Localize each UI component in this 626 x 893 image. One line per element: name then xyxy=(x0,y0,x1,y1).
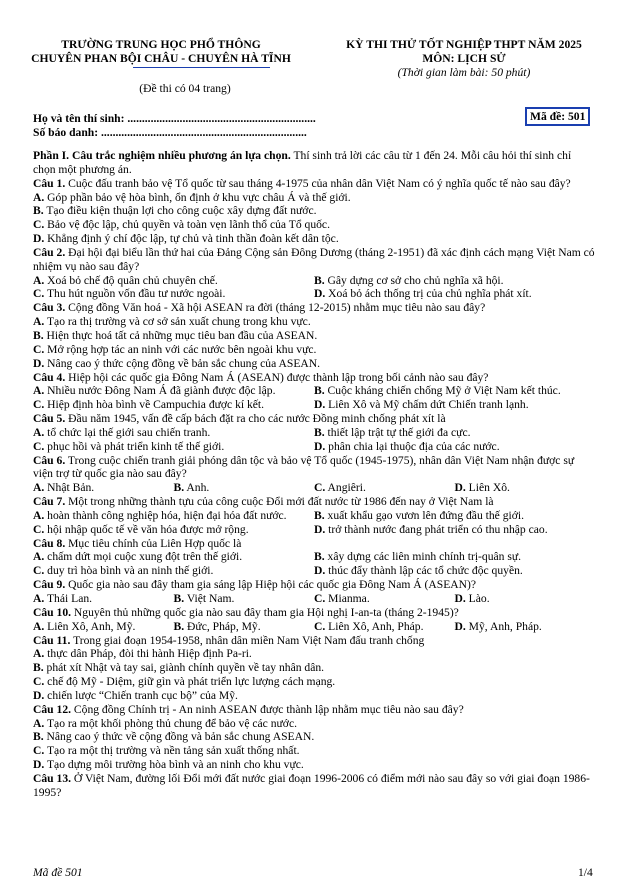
option-letter: A. xyxy=(33,315,45,329)
option-text: Nâng cao ý thức về cộng đồng và bản sắc chung ASEAN. xyxy=(43,730,315,744)
answer-option xyxy=(455,481,596,495)
question xyxy=(33,495,595,537)
option-text: Mở rộng hợp tác an ninh với các nước bên ngoài khu vực. xyxy=(44,342,317,356)
option-text: trở thành nước đang phát triển có thu nhập cao. xyxy=(325,522,548,536)
option-text: Thái Lan. xyxy=(44,592,93,605)
option-text: Hiện thực hoá tất cả những mục tiêu ban đầu của ASEAN. xyxy=(43,328,318,342)
option-letter: A. xyxy=(33,425,45,439)
option-text: Đức, Pháp, Mỹ. xyxy=(184,619,261,633)
option-row xyxy=(33,481,595,495)
option-letter: C. xyxy=(314,619,326,633)
footer-exam-code: Mã đề 501 xyxy=(33,866,83,879)
answer-option xyxy=(314,592,455,606)
option-text: Nhiều nước Đông Nam Á đã giành được độc lập. xyxy=(44,384,276,398)
question xyxy=(33,177,595,246)
question-stem xyxy=(33,772,595,800)
option-letter: B. xyxy=(33,204,44,218)
answer-option xyxy=(33,744,595,758)
question xyxy=(33,772,595,800)
answer-option xyxy=(174,592,315,606)
question-number: Câu 7. xyxy=(33,495,66,509)
option-letter: D. xyxy=(314,398,326,412)
answer-option xyxy=(33,274,314,288)
option-letter: B. xyxy=(33,730,44,744)
question-text: Ở Việt Nam, đường lối Đổi mới đất nước giai đoạn 1996-2006 có điểm mới nào sau đây so với giai đoạn 1986-1995? xyxy=(33,771,590,799)
option-text: duy trì hòa bình và an ninh thế giới. xyxy=(44,564,214,578)
question-text: Một trong những thành tựu của công cuộc Đổi mới đất nước từ 1986 đến nay ở Việt Nam là xyxy=(65,495,494,509)
exam-code-box: Mã đề: 501 xyxy=(525,107,590,126)
question-stem xyxy=(33,537,595,551)
option-text: Hiệp định hòa bình về Campuchia được kí kết. xyxy=(44,398,265,412)
option-text: Mianma. xyxy=(325,592,370,605)
option-letter: C. xyxy=(33,342,45,356)
school-line-1: TRƯỜNG TRUNG HỌC PHỔ THÔNG xyxy=(61,38,261,51)
option-letter: C. xyxy=(33,675,45,689)
option-letter: D. xyxy=(454,619,466,633)
option-text: Tạo ra thị trường và cơ sở sản xuất chung trong khu vực. xyxy=(44,315,311,329)
option-text: Gây dựng cơ sở cho chủ nghĩa xã hội. xyxy=(324,273,504,287)
header-divider xyxy=(133,67,270,68)
question xyxy=(33,537,595,579)
answer-option xyxy=(314,384,595,398)
option-letter: A. xyxy=(33,592,45,605)
option-text: Angiêri. xyxy=(325,481,366,495)
option-text: Tạo dựng môi trường hòa bình và an ninh cho khu vực. xyxy=(44,758,304,772)
option-letter: C. xyxy=(33,564,45,578)
question xyxy=(33,412,595,454)
candidate-name-field xyxy=(33,112,316,125)
duration: (Thời gian làm bài: 50 phút) xyxy=(397,66,531,79)
option-text: phân chia lại thuộc địa của các nước. xyxy=(325,439,500,453)
answer-option xyxy=(33,287,314,301)
question xyxy=(33,454,595,496)
question-number: Câu 13. xyxy=(33,771,72,785)
option-text: Bảo vệ độc lập, chủ quyền và toàn vẹn lãnh thổ của Tổ quốc. xyxy=(44,218,330,232)
question-text: Đại hội đại biểu lần thứ hai của Đảng Cộng sản Đông Dương (tháng 2-1951) đã xác định cách mạng Việt Nam có nhiệm vụ nào sau đây? xyxy=(33,245,595,273)
answer-option xyxy=(33,647,595,661)
question-text: Hiệp hội các quốc gia Đông Nam Á (ASEAN) được thành lập trong bối cảnh nào sau đây? xyxy=(65,370,489,384)
option-text: Lào. xyxy=(465,592,490,605)
option-letter: B. xyxy=(314,550,325,564)
option-text: phát xít Nhật và tay sai, giành chính quyền về tay nhân dân. xyxy=(43,661,325,675)
option-letter: D. xyxy=(314,564,326,578)
option-text: tổ chức lại thế giới sau chiến tranh. xyxy=(44,425,211,439)
option-text: chiến lược “Chiến tranh cục bộ” của Mỹ. xyxy=(44,688,238,702)
option-letter: A. xyxy=(33,716,45,730)
answer-option xyxy=(33,717,595,731)
option-text: Xoá bỏ ách thống trị của chủ nghĩa phát xít. xyxy=(325,287,532,301)
option-letter: A. xyxy=(33,619,45,633)
answer-option xyxy=(33,232,595,246)
exam-block xyxy=(318,38,610,80)
question-stem xyxy=(33,301,595,315)
option-text: thúc đẩy thành lập các tổ chức độc quyền. xyxy=(325,564,523,578)
question-number: Câu 9. xyxy=(33,578,66,592)
option-text: Tạo điều kiện thuận lợi cho công cuộc xây dựng đất nước. xyxy=(43,204,317,218)
answer-option xyxy=(33,384,314,398)
option-text: Liên Xô. xyxy=(465,481,510,495)
question xyxy=(33,246,595,301)
answer-option xyxy=(455,620,596,634)
answer-option xyxy=(33,204,595,218)
question-number: Câu 6. xyxy=(33,453,66,467)
option-text: phục hồi và phát triển kinh tế thế giới. xyxy=(44,439,225,453)
answer-option xyxy=(33,343,595,357)
question-text: Cộng đồng Chính trị - An ninh ASEAN được thành lập nhằm mục tiêu nào sau đây? xyxy=(71,702,464,716)
question-text: Quốc gia nào sau đây tham gia sáng lập Hiệp hội các quốc gia Đông Nam Á (ASEAN)? xyxy=(65,578,477,592)
option-text: Nhật Bản. xyxy=(44,481,95,495)
option-text: Việt Nam. xyxy=(184,592,235,605)
answer-option xyxy=(33,675,595,689)
option-letter: C. xyxy=(33,398,45,412)
question-number: Câu 12. xyxy=(33,702,72,716)
option-letter: B. xyxy=(33,328,44,342)
answer-option xyxy=(314,509,595,523)
option-text: Liên Xô và Mỹ chấm dứt Chiến tranh lạnh. xyxy=(325,398,529,412)
answer-option xyxy=(33,426,314,440)
option-text: Cuộc kháng chiến chống Mỹ ở Việt Nam kết thúc. xyxy=(324,384,561,398)
question-stem xyxy=(33,578,595,592)
option-text: thiết lập trật tự thế giới đa cực. xyxy=(324,425,471,439)
question-stem xyxy=(33,412,595,426)
option-row xyxy=(33,274,595,288)
question xyxy=(33,606,595,634)
answer-option xyxy=(33,550,314,564)
option-letter: B. xyxy=(314,425,325,439)
answer-option xyxy=(314,274,595,288)
option-row xyxy=(33,564,595,578)
answer-option xyxy=(33,191,595,205)
option-letter: A. xyxy=(33,384,45,398)
question-number: Câu 8. xyxy=(33,536,66,550)
option-letter: B. xyxy=(173,619,185,633)
answer-option xyxy=(33,315,595,329)
option-letter: B. xyxy=(173,481,185,495)
option-row xyxy=(33,523,595,537)
footer-page-number: 1/4 xyxy=(578,866,593,879)
option-letter: D. xyxy=(33,232,45,246)
option-letter: D. xyxy=(33,758,45,772)
option-row xyxy=(33,440,595,454)
answer-option xyxy=(33,440,314,454)
answer-option xyxy=(33,398,314,412)
answer-option xyxy=(33,661,595,675)
option-letter: B. xyxy=(314,508,325,522)
question-stem xyxy=(33,371,595,385)
option-row xyxy=(33,426,595,440)
part-title: Phần I. Câu trắc nghiệm nhiều phương án lựa chọn. xyxy=(33,149,291,162)
option-row xyxy=(33,509,595,523)
option-text: Tạo ra một thị trường và nền tảng sản xuất thống nhất. xyxy=(44,744,300,758)
option-text: chế độ Mỹ - Diệm, giữ gìn và phát triển lực lượng cách mạng. xyxy=(44,675,336,689)
answer-option xyxy=(33,523,314,537)
option-letter: D. xyxy=(454,481,466,495)
answer-option xyxy=(33,689,595,703)
answer-option xyxy=(314,481,455,495)
school-block xyxy=(20,38,302,66)
option-letter: A. xyxy=(33,190,45,204)
question xyxy=(33,371,595,413)
option-text: Khẳng định ý chí độc lập, tự chủ và tinh thần đoàn kết dân tộc. xyxy=(44,232,339,246)
question-number: Câu 3. xyxy=(33,301,66,315)
question-number: Câu 4. xyxy=(33,370,66,384)
pages-note: (Đề thi có 04 trang) xyxy=(139,82,231,95)
candidate-name-dots: ................................................................. xyxy=(124,112,316,125)
answer-option xyxy=(33,509,314,523)
question-number: Câu 11. xyxy=(33,633,71,647)
answer-option xyxy=(314,398,595,412)
answer-option xyxy=(314,523,595,537)
question-stem xyxy=(33,454,595,482)
question-list xyxy=(33,177,595,800)
option-text: xuất khẩu gạo vươn lên đứng đầu thế giới. xyxy=(324,508,524,522)
option-letter: A. xyxy=(33,273,45,287)
option-letter: C. xyxy=(33,287,45,301)
answer-option xyxy=(33,481,174,495)
option-letter: C. xyxy=(314,592,326,605)
exam-title: KỲ THI THỬ TỐT NGHIỆP THPT NĂM 2025 xyxy=(346,38,582,51)
option-row xyxy=(33,550,595,564)
option-text: Thu hút nguồn vốn đầu tư nước ngoài. xyxy=(44,287,226,301)
option-letter: D. xyxy=(454,592,466,605)
question-number: Câu 5. xyxy=(33,412,66,426)
exam-content xyxy=(33,149,595,800)
answer-option xyxy=(314,550,595,564)
candidate-id-field xyxy=(33,126,307,139)
answer-option xyxy=(314,564,595,578)
question-text: Nguyên thủ những quốc gia nào sau đây tham gia Hội nghị I-an-ta (tháng 2-1945)? xyxy=(71,605,459,619)
answer-option xyxy=(314,440,595,454)
option-text: chấm dứt mọi cuộc xung đột trên thế giới. xyxy=(44,550,243,564)
option-letter: D. xyxy=(314,287,326,301)
question-number: Câu 2. xyxy=(33,245,66,259)
subject: MÔN: LỊCH SỬ xyxy=(422,52,506,65)
question-number: Câu 10. xyxy=(33,605,72,619)
option-letter: D. xyxy=(33,688,45,702)
option-row xyxy=(33,592,595,606)
option-text: hoàn thành công nghiệp hóa, hiện đại hóa đất nước. xyxy=(44,508,287,522)
question-number: Câu 1. xyxy=(33,176,66,190)
question-text: Cuộc đấu tranh bảo vệ Tổ quốc từ sau tháng 4-1975 của nhân dân Việt Nam có ý nghĩa quốc tế nào sau đây? xyxy=(65,176,571,190)
option-text: Xoá bỏ chế độ quân chủ chuyên chế. xyxy=(44,273,218,287)
option-row xyxy=(33,620,595,634)
candidate-name-label: Họ và tên thí sinh: xyxy=(33,112,125,125)
question-text: Trong giai đoạn 1954-1958, nhân dân miền Nam Việt Nam đấu tranh chống xyxy=(70,633,425,647)
question xyxy=(33,703,595,772)
question-stem xyxy=(33,246,595,274)
question-text: Trong cuộc chiến tranh giải phóng dân tộc và bảo vệ Tổ quốc (1945-1975), nhân dân Việt Nam nhận được sự viện trợ từ quốc gia nào sau đây? xyxy=(33,453,575,481)
option-text: Liên Xô, Anh, Pháp. xyxy=(325,619,424,633)
answer-option xyxy=(33,620,174,634)
answer-option xyxy=(33,758,595,772)
part-heading xyxy=(33,149,595,177)
option-text: Mỹ, Anh, Pháp. xyxy=(465,619,542,633)
option-text: Tạo ra một khối phòng thủ chung để bảo vệ các nước. xyxy=(44,716,297,730)
answer-option xyxy=(33,592,174,606)
option-letter: D. xyxy=(314,439,326,453)
question xyxy=(33,301,595,370)
option-row xyxy=(33,384,595,398)
option-letter: B. xyxy=(314,384,325,398)
question-stem xyxy=(33,703,595,717)
option-row xyxy=(33,398,595,412)
option-letter: A. xyxy=(33,508,45,522)
option-letter: B. xyxy=(314,273,325,287)
answer-option xyxy=(33,730,595,744)
option-letter: C. xyxy=(33,218,45,232)
answer-option xyxy=(33,329,595,343)
option-text: thực dân Pháp, đòi thi hành Hiệp định Pa-ri. xyxy=(44,647,252,661)
question-stem xyxy=(33,495,595,509)
question-stem xyxy=(33,177,595,191)
question-text: Mục tiêu chính của Liên Hợp quốc là xyxy=(65,536,242,550)
option-letter: C. xyxy=(33,744,45,758)
candidate-id-label: Số báo danh: xyxy=(33,126,99,139)
answer-option xyxy=(314,287,595,301)
question xyxy=(33,578,595,606)
part-instruction: Thí sinh trả lời các câu từ 1 đến 24. Mỗi câu hỏi thí sinh chỉ chọn một phương án. xyxy=(33,149,572,176)
option-text: Liên Xô, Anh, Mỹ. xyxy=(44,619,136,633)
option-text: xây dựng các liên minh chính trị-quân sự. xyxy=(324,550,522,564)
answer-option xyxy=(174,620,315,634)
answer-option xyxy=(314,620,455,634)
option-letter: D. xyxy=(33,356,45,370)
question-stem xyxy=(33,606,595,620)
option-letter: D. xyxy=(314,522,326,536)
option-letter: A. xyxy=(33,481,45,495)
answer-option xyxy=(314,426,595,440)
answer-option xyxy=(33,357,595,371)
answer-option xyxy=(174,481,315,495)
answer-option xyxy=(455,592,596,606)
option-text: Góp phần bảo vệ hòa bình, ổn định ở khu vực châu Á và thế giới. xyxy=(44,190,351,204)
candidate-id-dots: ....................................................................... xyxy=(98,126,307,139)
question-text: Cộng đồng Văn hoá - Xã hội ASEAN ra đời (tháng 12-2015) nhằm mục tiêu nào sau đây? xyxy=(65,301,486,315)
question-text: Đầu năm 1945, vấn đề cấp bách đặt ra cho các nước Đồng minh chống phát xít là xyxy=(65,412,446,426)
school-line-2: CHUYÊN PHAN BỘI CHÂU - CHUYÊN HÀ TĨNH xyxy=(31,52,291,65)
option-letter: C. xyxy=(314,481,326,495)
option-letter: B. xyxy=(33,661,44,675)
option-text: Anh. xyxy=(184,481,210,495)
option-text: Nâng cao ý thức cộng đồng về bản sắc chung của ASEAN. xyxy=(44,356,321,370)
option-letter: A. xyxy=(33,550,45,564)
answer-option xyxy=(33,218,595,232)
answer-option xyxy=(33,564,314,578)
option-text: hội nhập quốc tế về văn hóa được mở rộng. xyxy=(44,522,249,536)
option-letter: B. xyxy=(173,592,185,605)
option-letter: A. xyxy=(33,647,45,661)
option-letter: C. xyxy=(33,439,45,453)
option-row xyxy=(33,287,595,301)
option-letter: C. xyxy=(33,522,45,536)
question xyxy=(33,634,595,703)
question-stem xyxy=(33,634,595,648)
